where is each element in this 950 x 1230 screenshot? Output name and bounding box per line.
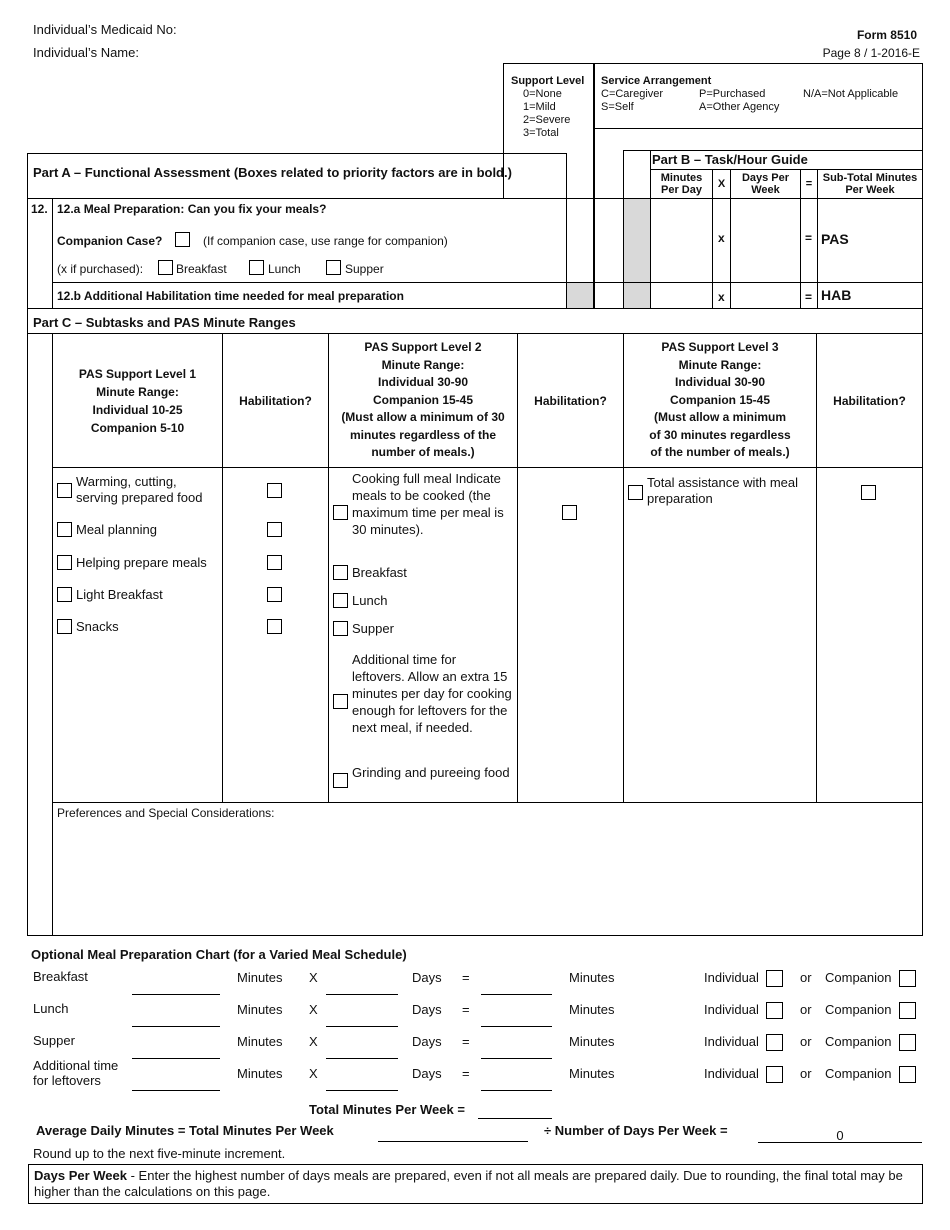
- chart-minutes-label: Minutes: [237, 970, 283, 985]
- support-level-1: 1=Mild: [523, 101, 556, 113]
- chart-row-label: Additional time for leftovers: [33, 1058, 119, 1088]
- preferences-field[interactable]: [53, 822, 921, 932]
- chart-companion-label: Companion: [825, 1002, 892, 1017]
- level2-header: [329, 334, 517, 467]
- level2-header-line: PAS Support Level 2: [364, 340, 482, 355]
- shaded-cell: [624, 199, 650, 282]
- days-per-week-header: Days Per Week: [741, 172, 790, 196]
- hab-label: HAB: [821, 287, 852, 303]
- chart-companion-checkbox[interactable]: [899, 1066, 916, 1083]
- level2-header-line: number of meals.): [371, 445, 475, 460]
- level1-habilitation-header: Habilitation?: [239, 393, 312, 408]
- purchased-breakfast-label: Breakfast: [176, 262, 227, 276]
- level3-header-line: of 30 minutes regardless: [649, 427, 791, 442]
- if-purchased-label: (x if purchased):: [57, 262, 144, 276]
- name-label: Individual’s Name:: [33, 45, 139, 60]
- level3-header-line: PAS Support Level 3: [661, 340, 779, 355]
- average-daily-label: Average Daily Minutes = Total Minutes Per Week: [36, 1123, 334, 1138]
- chart-x-label: X: [309, 970, 318, 985]
- sa-other-agency: A=Other Agency: [699, 101, 780, 113]
- chart-days-field[interactable]: [326, 1090, 398, 1091]
- purchased-lunch-checkbox[interactable]: [249, 260, 264, 275]
- chart-minutes-label: Minutes: [237, 1002, 283, 1017]
- level2-leftovers-label: Additional time for leftovers. Allow an extra 15 minutes per day for cooking enough for leftovers for the next meal, if needed.: [352, 652, 512, 735]
- companion-case-checkbox[interactable]: [175, 232, 190, 247]
- chart-eq-label: =: [462, 1034, 470, 1049]
- hab1-light-breakfast-checkbox[interactable]: [267, 587, 282, 602]
- shaded-cell: [624, 283, 650, 308]
- hab1-warming-checkbox[interactable]: [267, 483, 282, 498]
- chart-minutes-field[interactable]: [132, 1090, 220, 1091]
- hab1-snacks-checkbox[interactable]: [267, 619, 282, 634]
- chart-individual-checkbox[interactable]: [766, 1066, 783, 1083]
- days-note-text: - Enter the highest number of days meals are prepared, even if not all meals are prepared daily. Due to rounding, the final total may be higher than the calculations on this page.: [34, 1168, 903, 1199]
- item-12a-x: x: [718, 231, 725, 245]
- level1-warming-checkbox[interactable]: [57, 483, 72, 498]
- chart-or-label: or: [800, 1034, 812, 1049]
- chart-eq-label: =: [462, 1002, 470, 1017]
- chart-row-label: Breakfast: [33, 969, 88, 984]
- chart-minutes-field[interactable]: [132, 1026, 220, 1027]
- chart-or-label: or: [800, 1066, 812, 1081]
- support-level-title: Support Level: [511, 75, 585, 87]
- service-arrangement-legend: [601, 75, 921, 114]
- chart-result-field[interactable]: [481, 1058, 552, 1059]
- companion-case-label: Companion Case?: [57, 234, 163, 248]
- chart-individual-label: Individual: [704, 1066, 759, 1081]
- chart-companion-label: Companion: [825, 970, 892, 985]
- purchased-lunch-label: Lunch: [268, 262, 301, 276]
- shaded-cell: [567, 283, 593, 308]
- level2-grinding-label: Grinding and pureeing food: [352, 765, 510, 780]
- level1-snacks-checkbox[interactable]: [57, 619, 72, 634]
- part-b-title: Part B – Task/Hour Guide: [652, 152, 808, 167]
- hab1-meal-planning-checkbox[interactable]: [267, 522, 282, 537]
- chart-days-label: Days: [412, 1034, 442, 1049]
- medicaid-label: Individual’s Medicaid No:: [33, 22, 177, 37]
- level1-warming-label: Warming, cutting, serving prepared food: [76, 474, 203, 505]
- sa-purchased: P=Purchased: [699, 88, 766, 100]
- days-per-week-note: [28, 1164, 923, 1204]
- level1-helping-checkbox[interactable]: [57, 555, 72, 570]
- chart-days-field[interactable]: [326, 994, 398, 995]
- hab1-helping-checkbox[interactable]: [267, 555, 282, 570]
- chart-result-field[interactable]: [481, 1026, 552, 1027]
- level1-header-line: Minute Range:: [96, 384, 179, 399]
- item-12a-title: 12.a Meal Preparation: Can you fix your meals?: [57, 202, 327, 216]
- level2-header-line: minutes regardless of the: [349, 427, 497, 442]
- level2-cooking-label: Cooking full meal Indicate meals to be cooked (the maximum time per meal is 30 minutes).: [352, 471, 504, 537]
- subtotal-header: Sub-Total Minutes Per Week: [822, 172, 918, 196]
- service-arrangement-title: Service Arrangement: [601, 75, 712, 87]
- chart-minutes-field[interactable]: [132, 1058, 220, 1059]
- chart-individual-label: Individual: [704, 970, 759, 985]
- chart-days-label: Days: [412, 970, 442, 985]
- chart-individual-label: Individual: [704, 1034, 759, 1049]
- level1-meal-planning-checkbox[interactable]: [57, 522, 72, 537]
- chart-minutes-field[interactable]: [132, 994, 220, 995]
- page-info: Page 8 / 1-2016-E: [822, 46, 920, 60]
- sa-caregiver: C=Caregiver: [601, 88, 664, 100]
- chart-result-minutes-label: Minutes: [569, 1002, 615, 1017]
- optional-chart-title: Optional Meal Preparation Chart (for a Varied Meal Schedule): [31, 947, 407, 962]
- chart-or-label: or: [800, 1002, 812, 1017]
- chart-minutes-label: Minutes: [237, 1066, 283, 1081]
- level2-lunch-label: Lunch: [352, 593, 388, 608]
- chart-result-field[interactable]: [481, 1090, 552, 1091]
- chart-minutes-label: Minutes: [237, 1034, 283, 1049]
- average-daily-value[interactable]: 0: [758, 1128, 922, 1143]
- preferences-label: Preferences and Special Considerations:: [57, 806, 275, 820]
- level3-header-line: Companion 15-45: [669, 392, 771, 407]
- level3-header: [624, 334, 816, 467]
- level2-habilitation-header: Habilitation?: [534, 393, 607, 408]
- round-note: Round up to the next five-minute increment.: [33, 1146, 286, 1161]
- level1-header-line: Companion 5-10: [90, 420, 185, 435]
- level2-lunch-checkbox[interactable]: [333, 593, 348, 608]
- chart-companion-label: Companion: [825, 1034, 892, 1049]
- chart-individual-label: Individual: [704, 1002, 759, 1017]
- level1-light-breakfast-checkbox[interactable]: [57, 587, 72, 602]
- chart-row-label: Lunch: [33, 1001, 69, 1016]
- support-level-0: 0=None: [523, 88, 562, 100]
- level2-grinding-checkbox[interactable]: [333, 773, 348, 788]
- level3-total-assistance-checkbox[interactable]: [628, 485, 643, 500]
- sa-na: N/A=Not Applicable: [803, 88, 899, 100]
- hab2-checkbox[interactable]: [562, 505, 577, 520]
- level3-header-line: Individual 30-90: [674, 375, 766, 390]
- purchased-supper-checkbox[interactable]: [326, 260, 341, 275]
- level2-cooking-checkbox[interactable]: [333, 505, 348, 520]
- chart-days-field[interactable]: [326, 1058, 398, 1059]
- support-level-2: 2=Severe: [523, 114, 571, 126]
- chart-companion-label: Companion: [825, 1066, 892, 1081]
- level2-supper-checkbox[interactable]: [333, 621, 348, 636]
- chart-x-label: X: [309, 1066, 318, 1081]
- form-number: Form 8510: [856, 28, 917, 42]
- chart-companion-checkbox[interactable]: [899, 1034, 916, 1051]
- level1-helping-label: Helping prepare meals: [76, 555, 207, 570]
- chart-x-label: X: [309, 1034, 318, 1049]
- level2-breakfast-label: Breakfast: [352, 565, 407, 580]
- hab3-checkbox[interactable]: [861, 485, 876, 500]
- chart-result-minutes-label: Minutes: [569, 1066, 615, 1081]
- support-level-legend: [511, 75, 584, 140]
- eq-header: =: [805, 178, 813, 190]
- chart-individual-checkbox[interactable]: [766, 1034, 783, 1051]
- chart-days-label: Days: [412, 1002, 442, 1017]
- sa-self: S=Self: [601, 101, 634, 113]
- item-12a-eq: =: [805, 231, 813, 245]
- chart-or-label: or: [800, 970, 812, 985]
- chart-days-field[interactable]: [326, 1026, 398, 1027]
- level1-meal-planning-label: Meal planning: [76, 522, 157, 537]
- chart-individual-checkbox[interactable]: [766, 1002, 783, 1019]
- level3-header-line: of the number of meals.): [650, 445, 790, 460]
- chart-companion-checkbox[interactable]: [899, 970, 916, 987]
- level2-header-line: Individual 30-90: [377, 375, 469, 390]
- purchased-breakfast-checkbox[interactable]: [158, 260, 173, 275]
- chart-result-minutes-label: Minutes: [569, 970, 615, 985]
- minutes-per-day-header: Minutes Per Day: [660, 172, 703, 196]
- level1-header: [53, 334, 222, 467]
- chart-eq-label: =: [462, 1066, 470, 1081]
- level2-supper-label: Supper: [352, 621, 394, 636]
- x-header: X: [717, 178, 726, 190]
- item-12b-eq: =: [805, 290, 813, 304]
- level1-snacks-label: Snacks: [76, 619, 119, 634]
- purchased-supper-label: Supper: [345, 262, 384, 276]
- level1-header-line: Individual 10-25: [92, 402, 183, 417]
- level2-header-line: Minute Range:: [381, 357, 465, 372]
- chart-days-label: Days: [412, 1066, 442, 1081]
- part-c-title: Part C – Subtasks and PAS Minute Ranges: [33, 315, 296, 330]
- chart-x-label: X: [309, 1002, 318, 1017]
- level2-header-line: Companion 15-45: [372, 392, 474, 407]
- level1-header-line: PAS Support Level 1: [78, 366, 197, 381]
- level1-light-breakfast-label: Light Breakfast: [76, 587, 163, 602]
- item-12b-x: x: [718, 290, 725, 304]
- chart-row-label: Supper: [33, 1033, 75, 1048]
- total-minutes-field[interactable]: [478, 1118, 552, 1119]
- level3-header-line: Minute Range:: [678, 357, 762, 372]
- level3-total-assistance-label: Total assistance with meal preparation: [647, 475, 799, 506]
- total-minutes-label: Total Minutes Per Week =: [309, 1102, 465, 1117]
- chart-result-minutes-label: Minutes: [569, 1034, 615, 1049]
- chart-companion-checkbox[interactable]: [899, 1002, 916, 1019]
- days-per-week-div-label: ÷ Number of Days Per Week =: [544, 1123, 728, 1138]
- chart-result-field[interactable]: [481, 994, 552, 995]
- companion-note: (If companion case, use range for companion): [203, 234, 448, 248]
- chart-individual-checkbox[interactable]: [766, 970, 783, 987]
- part-a-title: Part A – Functional Assessment (Boxes related to priority factors are in bold.): [33, 165, 512, 180]
- item-number: 12.: [31, 202, 48, 216]
- support-level-3: 3=Total: [523, 127, 559, 139]
- level2-leftovers-checkbox[interactable]: [333, 694, 348, 709]
- level2-header-line: (Must allow a minimum of 30: [341, 410, 505, 425]
- level3-header-line: (Must allow a minimum: [653, 410, 786, 425]
- chart-eq-label: =: [462, 970, 470, 985]
- level3-habilitation-header: Habilitation?: [833, 393, 906, 408]
- pas-label: PAS: [821, 231, 849, 247]
- item-12b-title: 12.b Additional Habilitation time needed for meal preparation: [57, 289, 404, 303]
- days-note-bold: Days Per Week: [34, 1168, 127, 1183]
- avg-total-minutes-field[interactable]: [378, 1141, 528, 1142]
- level2-breakfast-checkbox[interactable]: [333, 565, 348, 580]
